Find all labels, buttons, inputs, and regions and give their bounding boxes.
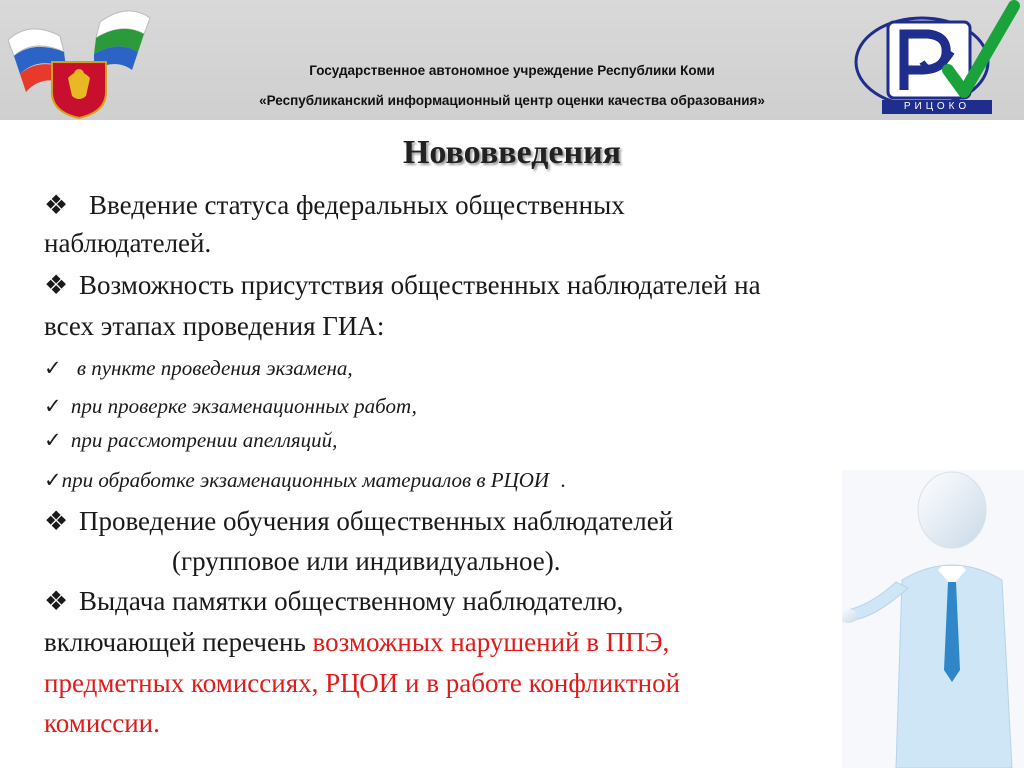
check-item-1 <box>44 356 353 381</box>
bullet-3-continuation: (групповое или индивидуальное). <box>172 546 561 576</box>
bullet-4-highlight-line: предметных комиссиях, РЦОИ и в работе конфликтной <box>44 668 681 698</box>
bullet-3-text: Проведение обучения общественных наблюдателей <box>78 506 674 536</box>
check-4-text: при обработке экзаменационных материалов в РЦОИ <box>61 468 550 492</box>
slide-title: Нововведения <box>402 134 622 171</box>
bullet-item-4 <box>44 586 623 617</box>
check-1-text: в пункте проведения экзамена, <box>76 356 353 380</box>
bullet-1-text: Введение статуса федеральных общественных <box>88 190 625 220</box>
logo-caption: РИЦОКО <box>903 101 971 112</box>
organization-name: Государственное автономное учреждение Республики Коми <box>309 63 715 78</box>
bullet-2-text: Возможность присутствия общественных наблюдателей на <box>78 270 761 300</box>
checkmark-icon: ✓ <box>44 468 62 492</box>
bullet-4-highlight-text: возможных нарушений в ППЭ, <box>312 627 670 657</box>
bullet-item-1 <box>44 190 625 221</box>
diamond-bullet-icon: ❖ <box>44 270 69 300</box>
header-band <box>0 0 1024 120</box>
diamond-bullet-icon: ❖ <box>44 190 69 220</box>
center-name: «Республиканский информационный центр оценки качества образования» <box>259 93 765 108</box>
checkmark-icon: ✓ <box>44 428 62 452</box>
checkmark-icon: ✓ <box>44 394 62 418</box>
bullet-4-plain-text: включающей перечень <box>44 627 313 657</box>
bullet-4-continuation <box>44 627 669 658</box>
bullet-1-continuation: наблюдателей. <box>44 228 212 258</box>
bullet-2-continuation: всех этапах проведения ГИА: <box>44 311 385 341</box>
bullet-item-2 <box>44 270 761 301</box>
bullet-4-text: Выдача памятки общественному наблюдателю, <box>78 586 624 616</box>
check-4-period: . <box>560 468 566 492</box>
diamond-bullet-icon: ❖ <box>44 586 69 616</box>
check-item-2 <box>44 394 417 419</box>
bullet-item-3 <box>44 506 673 537</box>
checkmark-icon: ✓ <box>44 356 62 380</box>
check-3-text: при рассмотрении апелляций, <box>70 428 338 452</box>
check-2-text: при проверке экзаменационных работ, <box>70 394 417 418</box>
check-item-3 <box>44 428 337 453</box>
bullet-4-highlight-end: комиссии. <box>44 708 160 738</box>
check-item-4 <box>44 468 566 493</box>
presenter-figure-illustration <box>842 470 1024 768</box>
diamond-bullet-icon: ❖ <box>44 506 69 536</box>
